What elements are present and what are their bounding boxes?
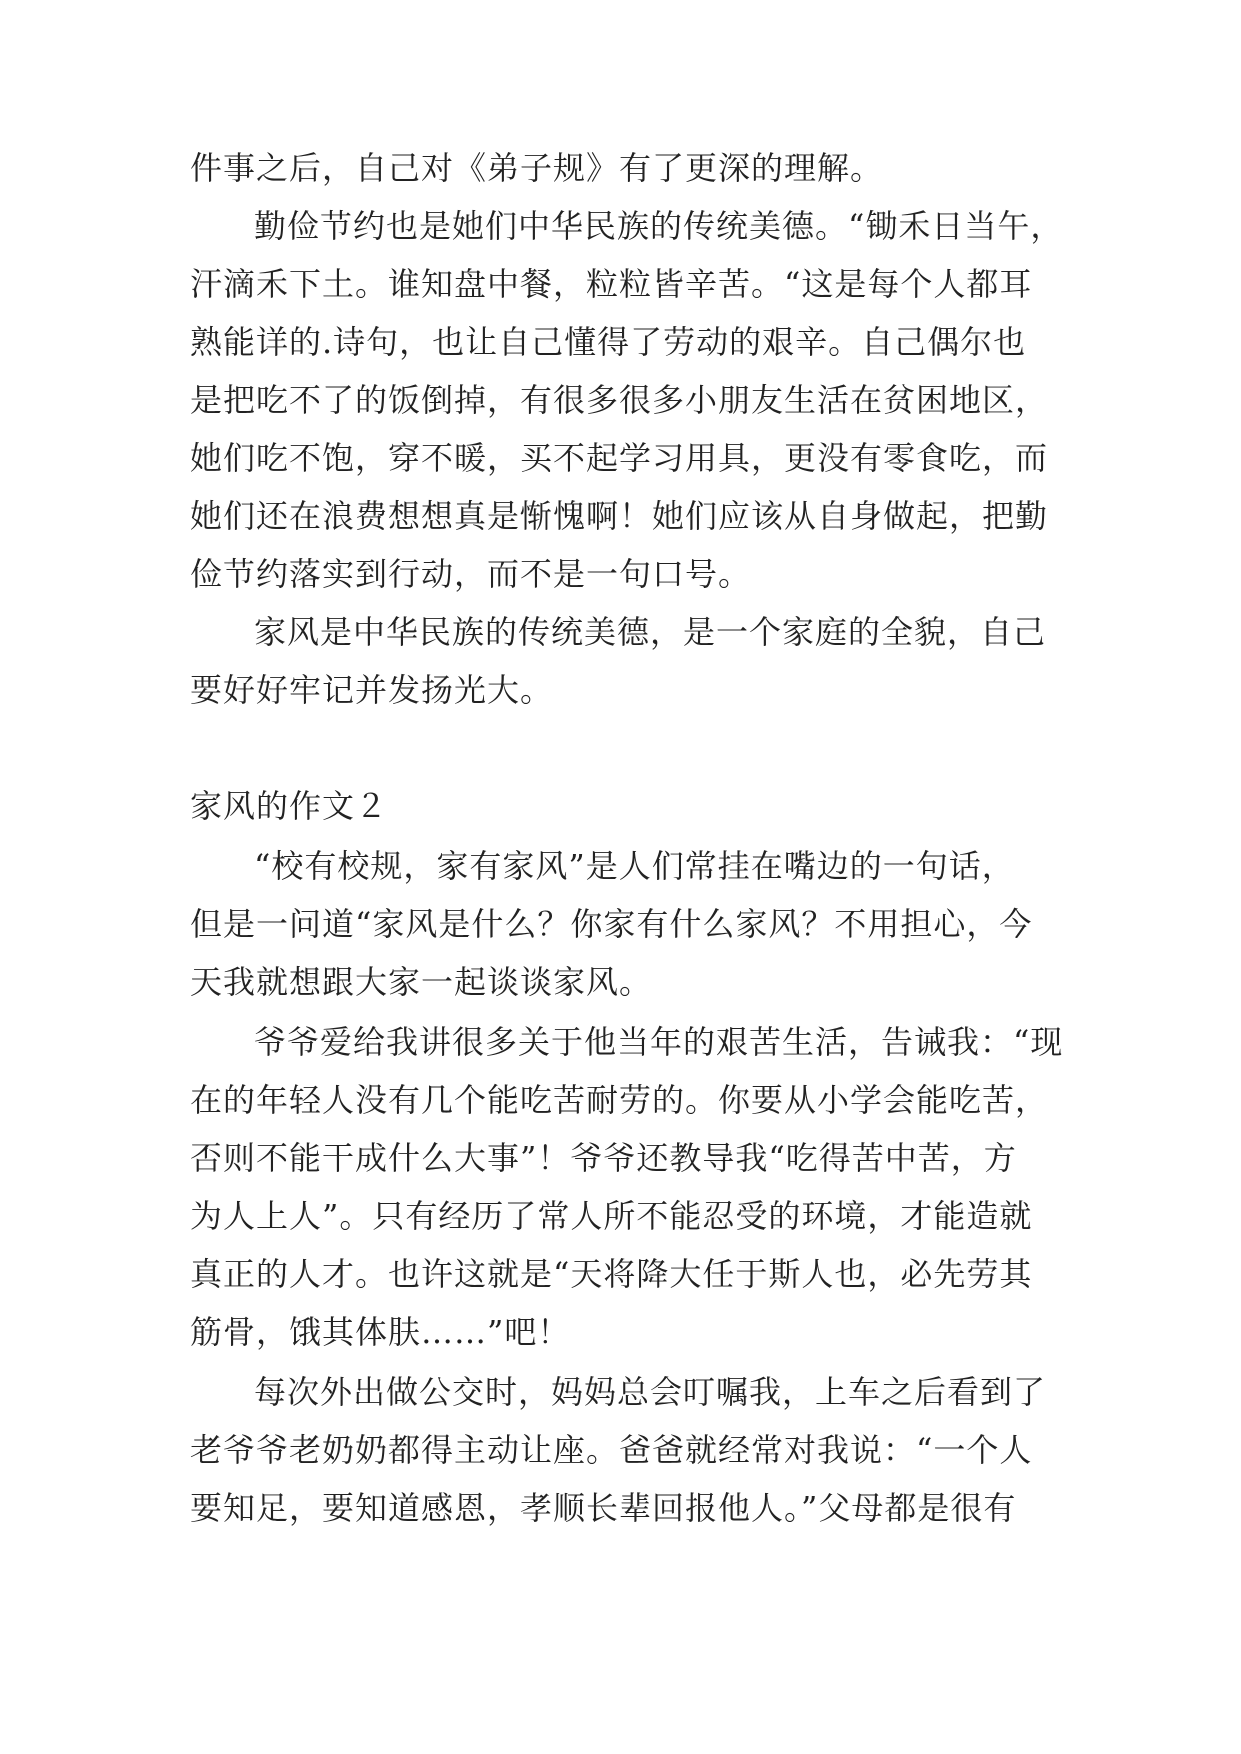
text-line-17: 否则不能干成什么大事”！爷爷还教导我“吃得苦中苦，方 xyxy=(190,1139,1017,1177)
text-line-23: 要知足，要知道感恩，孝顺长辈回报他人。”父母都是很有 xyxy=(190,1489,1017,1527)
text-line-2: 勤俭节约也是她们中华民族的传统美德。“锄禾日当午， xyxy=(254,207,1064,245)
text-line-4: 熟能详的.诗句，也让自己懂得了劳动的艰辛。自己偶尔也 xyxy=(190,323,1027,361)
section-title: 家风的作文２ xyxy=(190,787,389,825)
text-line-21: 每次外出做公交时，妈妈总会叮嘱我，上车之后看到了 xyxy=(254,1373,1047,1411)
text-line-13: 但是一问道“家风是什么？你家有什么家风？不用担心，今 xyxy=(190,905,1033,943)
text-line-3: 汗滴禾下土。谁知盘中餐，粒粒皆辛苦。“这是每个人都耳 xyxy=(190,265,1033,303)
text-line-16: 在的年轻人没有几个能吃苦耐劳的。你要从小学会能吃苦， xyxy=(190,1081,1049,1119)
text-line-12: “校有校规，家有家风”是人们常挂在嘴边的一句话， xyxy=(254,847,1015,885)
text-line-5: 是把吃不了的饭倒掉，有很多很多小朋友生活在贫困地区， xyxy=(190,381,1049,419)
text-line-10: 要好好牢记并发扬光大。 xyxy=(190,671,554,709)
text-line-18: 为人上人”。只有经历了常人所不能忍受的环境，才能造就 xyxy=(190,1197,1033,1235)
text-line-9: 家风是中华民族的传统美德，是一个家庭的全貌，自己 xyxy=(254,613,1047,651)
text-line-6: 她们吃不饱，穿不暖，买不起学习用具，更没有零食吃，而 xyxy=(190,439,1049,477)
text-line-8: 俭节约落实到行动，而不是一句口号。 xyxy=(190,555,752,593)
text-line-14: 天我就想跟大家一起谈谈家风。 xyxy=(190,963,653,1001)
text-line-1: 件事之后，自己对《弟子规》有了更深的理解。 xyxy=(190,149,884,187)
text-line-22: 老爷爷老奶奶都得主动让座。爸爸就经常对我说：“一个人 xyxy=(190,1431,1033,1469)
text-line-7: 她们还在浪费想想真是惭愧啊！她们应该从自身做起，把勤 xyxy=(190,497,1049,535)
text-line-19: 真正的人才。也许这就是“天将降大任于斯人也，必先劳其 xyxy=(190,1255,1033,1293)
text-line-20: 筋骨，饿其体肤……”吧！ xyxy=(190,1313,571,1351)
text-line-15: 爷爷爱给我讲很多关于他当年的艰苦生活，告诫我：“现 xyxy=(254,1023,1064,1061)
